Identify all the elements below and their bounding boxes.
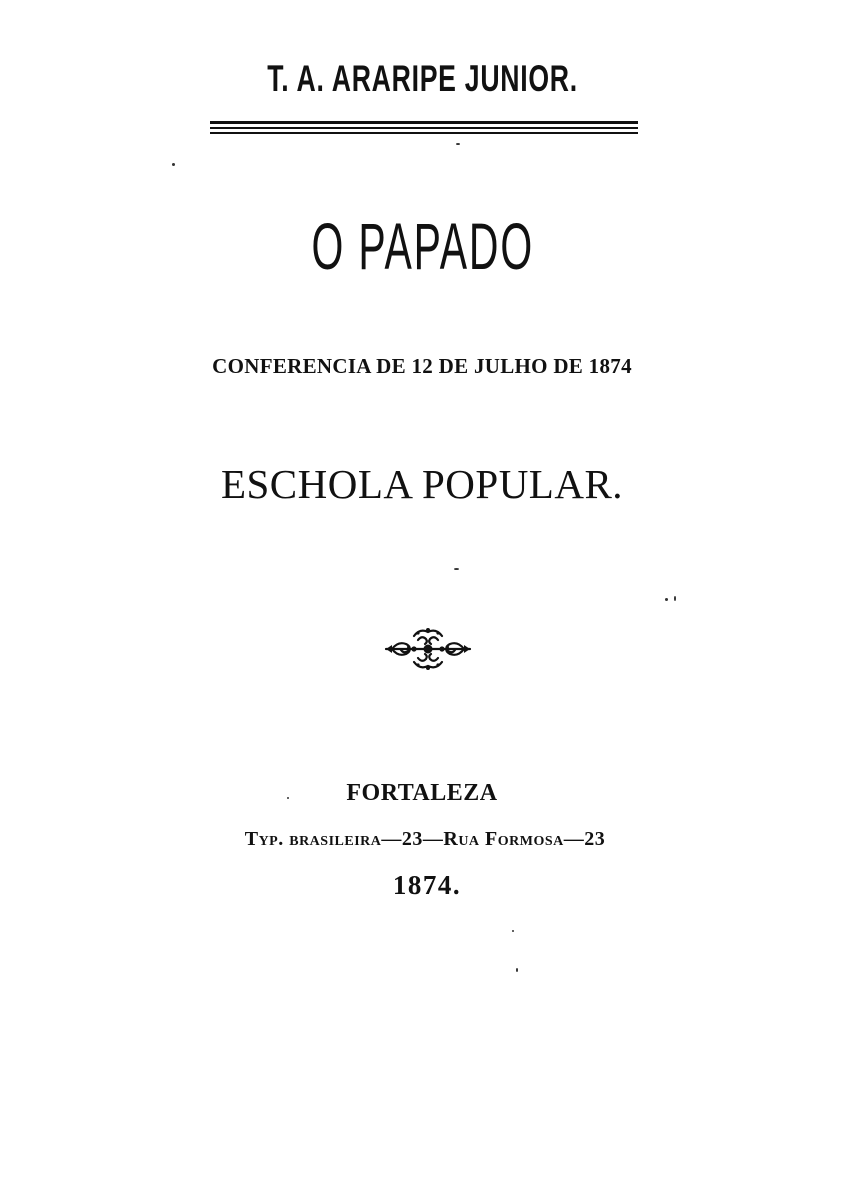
top-rule-middle bbox=[210, 127, 638, 129]
ink-speck bbox=[665, 598, 668, 601]
top-rule-bottom bbox=[210, 132, 638, 134]
ink-speck bbox=[172, 163, 175, 166]
imprint-printer: Typ. brasileira—23—Rua Formosa—23 bbox=[244, 828, 606, 850]
ink-speck bbox=[674, 596, 676, 601]
book-title: O PAPADO bbox=[311, 209, 535, 283]
conference-subtitle: CONFERENCIA DE 12 DE JULHO DE 1874 bbox=[212, 354, 632, 378]
ink-speck bbox=[287, 797, 289, 799]
imprint-city: FORTALEZA bbox=[346, 780, 498, 806]
ink-speck bbox=[456, 143, 460, 145]
printers-ornament-icon bbox=[384, 624, 472, 674]
author-name: T. A. ARARIPE JUNIOR. bbox=[267, 58, 578, 99]
imprint-year: 1874. bbox=[392, 870, 462, 900]
ink-speck bbox=[512, 930, 514, 932]
series-name: ESCHOLA POPULAR. bbox=[220, 461, 624, 507]
top-rule-thick bbox=[210, 121, 638, 124]
ink-speck bbox=[516, 968, 518, 972]
ink-speck bbox=[454, 568, 459, 570]
